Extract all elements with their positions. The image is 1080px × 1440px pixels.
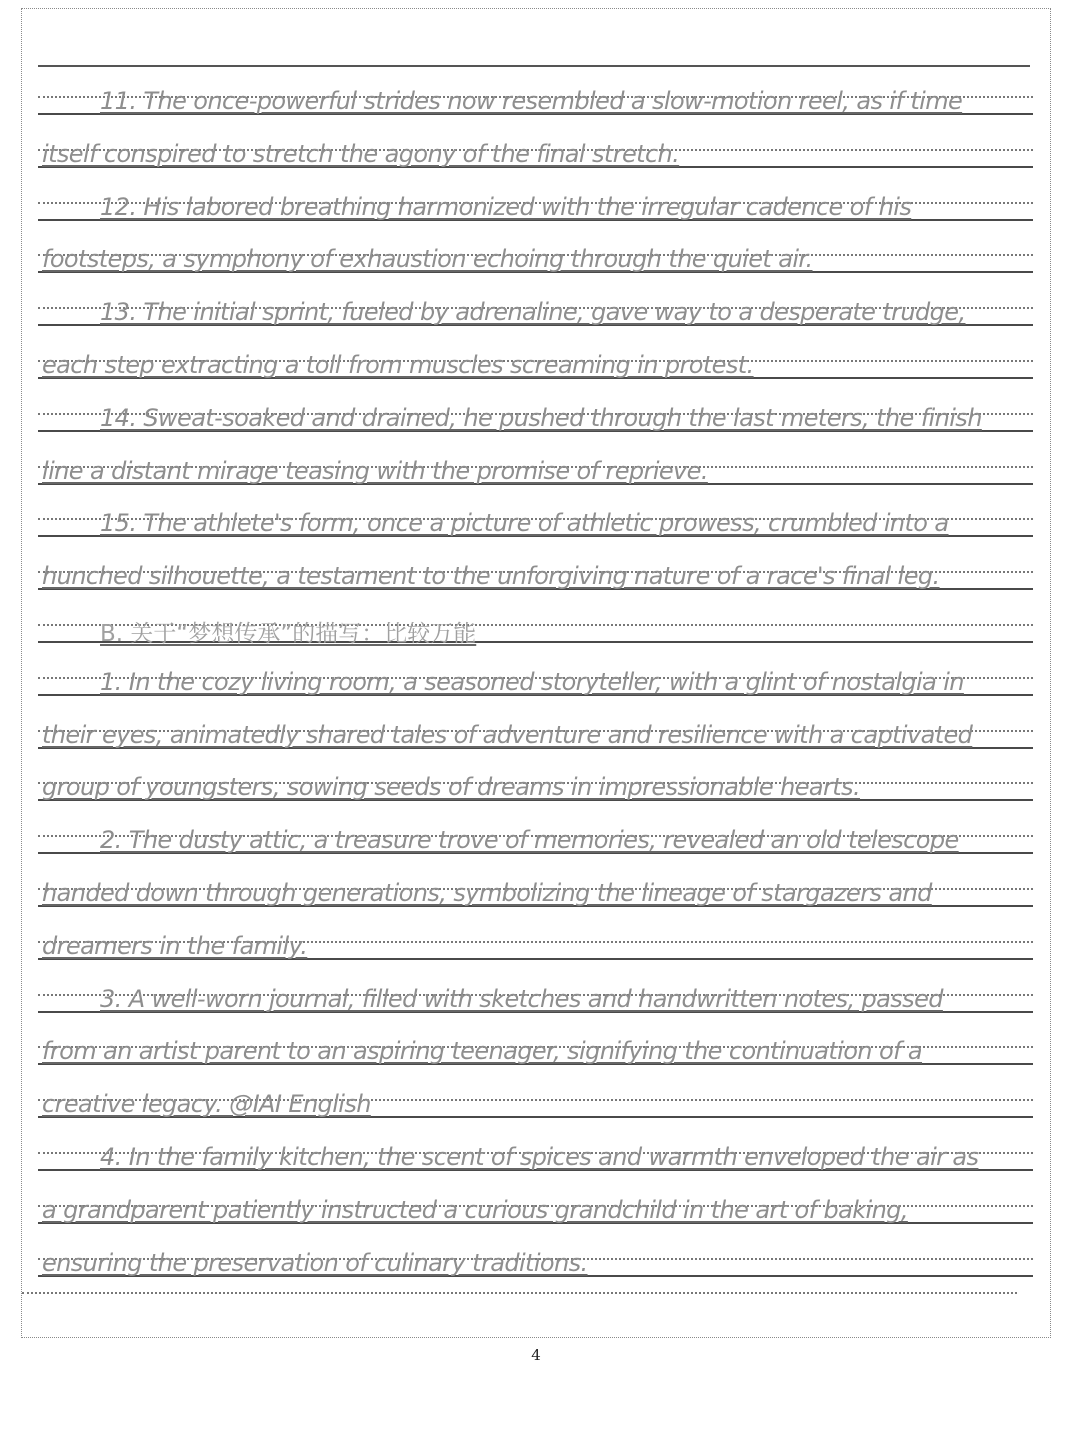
page-number: 4 (531, 1346, 541, 1364)
sentence-text: 3. A well-worn journal, filled with sketches and handwritten notes, passed (100, 984, 943, 1013)
practice-line (38, 230, 1033, 283)
sentence-text: line a distant mirage teasing with the promise of reprieve. (42, 456, 708, 485)
sentence-text: a grandparent patiently instructed a curious grandchild in the art of baking, (42, 1195, 908, 1224)
sentence-text: itself conspired to stretch the agony of the final stretch. (42, 139, 680, 168)
practice-line (38, 442, 1033, 495)
practice-line (38, 494, 1033, 547)
practice-line (38, 283, 1033, 336)
sentence-text: 1. In the cozy living room, a seasoned storyteller, with a glint of nostalgia in (100, 667, 964, 696)
sentence-text: handed down through generations, symbolizing the lineage of stargazers and (42, 878, 932, 907)
sentence-text: their eyes, animatedly shared tales of adventure and resilience with a captivated (42, 720, 973, 749)
practice-line (38, 1022, 1033, 1075)
practice-line (38, 336, 1033, 389)
sentence-text: hunched silhouette, a testament to the unforgiving nature of a race's final leg. (42, 562, 940, 591)
practice-line (38, 758, 1033, 811)
practice-line (38, 864, 1033, 917)
sentence-text: 4. In the family kitchen, the scent of spices and warmth enveloped the air as (100, 1142, 979, 1171)
sentence-text: creative legacy. @IAI English (42, 1090, 371, 1119)
sentence-text: dreamers in the family. (42, 931, 308, 960)
practice-line (38, 706, 1033, 759)
sentence-text: 14. Sweat-soaked and drained, he pushed through the last meters, the finish (100, 403, 982, 432)
practice-line (38, 917, 1033, 970)
sentence-text: ensuring the preservation of culinary traditions. (42, 1248, 588, 1277)
practice-line (38, 72, 1033, 125)
practice-line (38, 600, 1033, 653)
practice-line (38, 547, 1033, 600)
practice-line (38, 1234, 1033, 1287)
practice-line (38, 1128, 1033, 1181)
practice-line (38, 970, 1033, 1023)
practice-line (38, 811, 1033, 864)
sentence-text: footsteps, a symphony of exhaustion echoing through the quiet air. (42, 245, 813, 274)
practice-line (38, 1181, 1033, 1234)
sentence-text: each step extracting a toll from muscles screaming in protest. (42, 350, 754, 379)
sentence-text: 11. The once-powerful strides now resembled a slow-motion reel, as if time (100, 87, 963, 115)
section-heading: B. 关于“梦想传承”的描写：比较万能 (100, 620, 477, 647)
sentence-text: 2. The dusty attic, a treasure trove of memories, revealed an old telescope (100, 826, 959, 855)
practice-line (38, 389, 1033, 442)
bottom-guide-line (22, 1292, 1017, 1294)
sentence-text: 13. The initial sprint, fueled by adrenaline, gave way to a desperate trudge, (100, 298, 966, 327)
top-rule (38, 65, 1030, 67)
practice-line (38, 1075, 1033, 1128)
practice-line (38, 125, 1033, 178)
sentence-text: 12. His labored breathing harmonized with the irregular cadence of his (100, 192, 912, 221)
worksheet-page (21, 8, 1051, 1338)
sentence-text: 15. The athlete's form, once a picture of athletic prowess, crumbled into a (100, 509, 949, 538)
sentence-text: from an artist parent to an aspiring teenager, signifying the continuation of a (42, 1037, 923, 1066)
practice-line (38, 653, 1033, 706)
sentence-text: group of youngsters, sowing seeds of dreams in impressionable hearts. (42, 773, 860, 802)
handwriting-lines (38, 72, 1033, 1286)
practice-line (38, 178, 1033, 231)
